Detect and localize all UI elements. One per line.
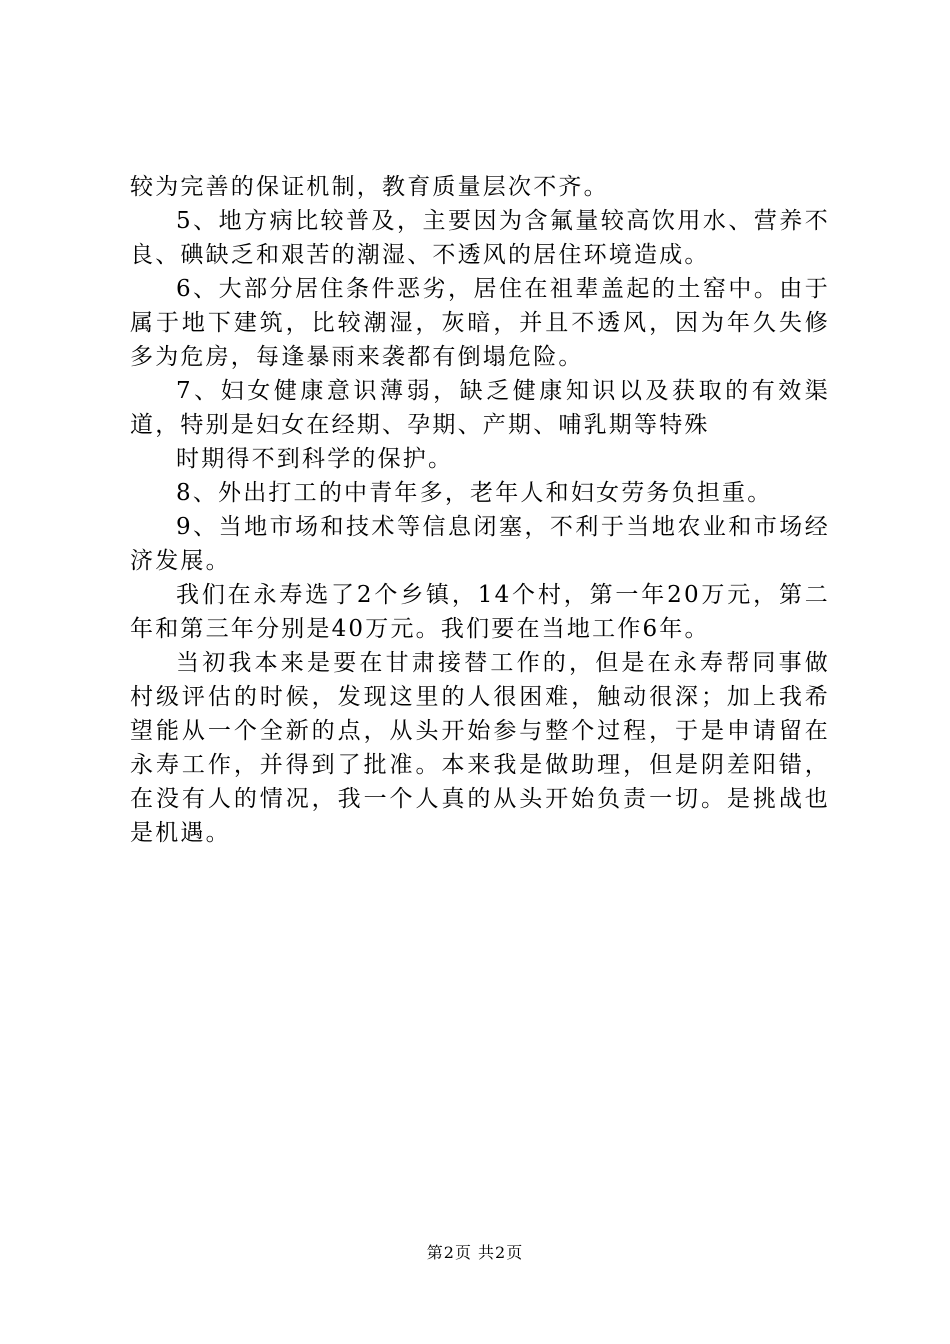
paragraph-personal-story: 当初我本来是要在甘肃接替工作的，但是在永寿帮同事做村级评估的时候，发现这里的人很困难，触动很深；加上我希望能从一个全新的点，从头开始参与整个过程，于是申请留在永寿工作，并得到了批准。本来我是做助理，但是阴差阳错，在没有人的情况，我一个人真的从头开始负责一切。是挑战也是机遇。: [130, 650, 830, 846]
paragraph-project-scope: 我们在永寿选了2个乡镇，14个村，第一年20万元，第二年和第三年分别是40万元。我们要在当地工作6年。: [130, 582, 830, 642]
paragraph-item-5: 5、地方病比较普及，主要因为含氟量较高饮用水、营养不良、碘缺乏和艰苦的潮湿、不透风的居住环境造成。: [130, 208, 830, 268]
paragraph-education-continued: 较为完善的保证机制，教育质量层次不齐。: [130, 174, 609, 200]
paragraph-item-9: 9、当地市场和技术等信息闭塞，不利于当地农业和市场经济发展。: [130, 514, 830, 574]
document-body: [130, 170, 830, 850]
paragraph-item-7-continued: 时期得不到科学的保护。: [176, 446, 454, 472]
paragraph-item-6: 6、大部分居住条件恶劣，居住在祖辈盖起的土窑中。由于属于地下建筑，比较潮湿，灰暗，并且不透风，因为年久失修多为危房，每逢暴雨来袭都有倒塌危险。: [130, 276, 830, 370]
page-number-footer: 第2页 共2页: [426, 1243, 524, 1262]
paragraph-item-8: 8、外出打工的中青年多，老年人和妇女劳务负担重。: [176, 480, 773, 506]
paragraph-item-7: 7、妇女健康意识薄弱，缺乏健康知识以及获取的有效渠道，特别是妇女在经期、孕期、产期、哺乳期等特殊: [130, 378, 830, 438]
